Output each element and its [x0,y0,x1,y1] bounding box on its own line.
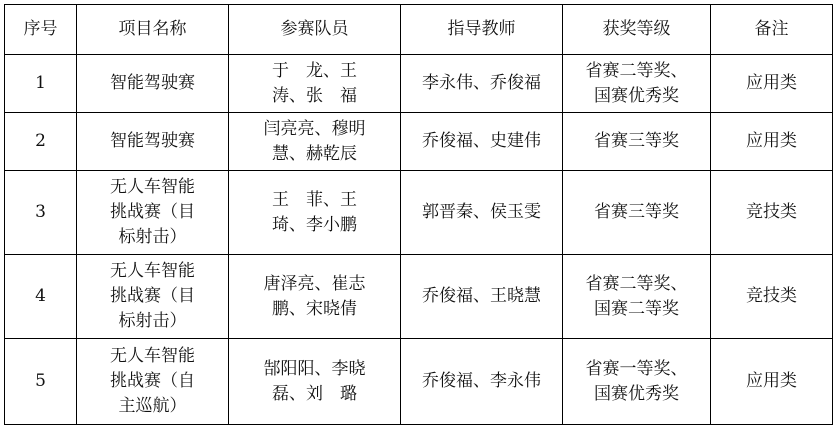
header-members: 参赛队员 [229,5,401,55]
cell-project-line: 智能驾驶赛 [110,73,195,93]
cell-no: 3 [5,171,77,255]
cell-project-line: 无人车智能 [110,261,195,281]
cell-project [77,55,229,113]
cell-award [563,171,711,255]
table-row [5,171,833,255]
cell-project-line: 标射击） [118,311,187,331]
cell-note: 应用类 [711,55,833,113]
cell-project [77,339,229,425]
cell-members-line: 慧、赫乾辰 [272,143,357,164]
cell-award-line: 省赛三等奖 [594,202,679,222]
cell-award-line: 省赛二等奖、 [585,273,688,294]
table-row [5,255,833,339]
cell-teachers-line: 李永伟、乔俊福 [422,73,541,93]
cell-project [77,113,229,171]
table-row [5,339,833,425]
cell-project-line: 标射击） [118,227,187,247]
cell-members [229,113,401,171]
cell-award-line: 省赛一等奖、 [585,358,688,379]
cell-members-line: 郜阳阳、李晓 [263,358,366,379]
cell-project-line: 挑战赛（目 [110,286,195,306]
cell-project-line: 无人车智能 [110,346,195,366]
cell-no: 4 [5,255,77,339]
cell-award-line: 省赛二等奖、 [585,60,688,81]
header-award: 获奖等级 [563,5,711,55]
cell-members [229,255,401,339]
cell-note: 应用类 [711,113,833,171]
header-project: 项目名称 [77,5,229,55]
table-row [5,113,833,171]
header-teachers: 指导教师 [401,5,563,55]
table-header [5,5,833,55]
cell-teachers-line: 乔俊福、王晓慧 [422,286,541,306]
cell-no: 1 [5,55,77,113]
table-body [5,55,833,425]
cell-award-line: 省赛三等奖 [594,131,679,151]
header-row [5,5,833,55]
cell-members-line: 涛、张 福 [272,85,357,106]
cell-members-line: 磊、刘 璐 [272,383,357,404]
cell-award-line: 国赛二等奖 [594,298,679,319]
cell-members-line: 王 菲、王 [272,189,357,210]
cell-award [563,339,711,425]
cell-teachers [401,113,563,171]
cell-teachers [401,339,563,425]
cell-note: 竞技类 [711,171,833,255]
cell-members [229,55,401,113]
cell-teachers-line: 乔俊福、史建伟 [422,131,541,151]
cell-project-line: 智能驾驶赛 [110,131,195,151]
cell-teachers [401,55,563,113]
cell-members-line: 唐泽亮、崔志 [263,273,366,294]
cell-members [229,339,401,425]
cell-award-line: 国赛优秀奖 [594,383,679,404]
cell-members-line: 琦、李小鹏 [272,214,357,235]
cell-project-line: 无人车智能 [110,177,195,197]
cell-note: 应用类 [711,339,833,425]
cell-teachers-line: 乔俊福、李永伟 [422,371,541,391]
cell-members-line: 于 龙、王 [272,60,357,81]
cell-project [77,171,229,255]
cell-members-line: 闫亮亮、穆明 [263,118,366,139]
cell-project-line: 挑战赛（自 [110,371,195,391]
cell-teachers-line: 郭晋秦、侯玉雯 [422,202,541,222]
cell-no: 2 [5,113,77,171]
awards-table [4,4,833,425]
header-note: 备注 [711,5,833,55]
cell-members-line: 鹏、宋晓倩 [272,298,357,319]
header-no: 序号 [5,5,77,55]
cell-teachers [401,255,563,339]
table-row [5,55,833,113]
cell-award [563,55,711,113]
cell-teachers [401,171,563,255]
cell-award [563,255,711,339]
cell-award [563,113,711,171]
cell-members [229,171,401,255]
cell-project-line: 挑战赛（目 [110,202,195,222]
cell-note: 竞技类 [711,255,833,339]
cell-award-line: 国赛优秀奖 [594,85,679,106]
cell-no: 5 [5,339,77,425]
cell-project-line: 主巡航） [118,396,187,416]
cell-project [77,255,229,339]
